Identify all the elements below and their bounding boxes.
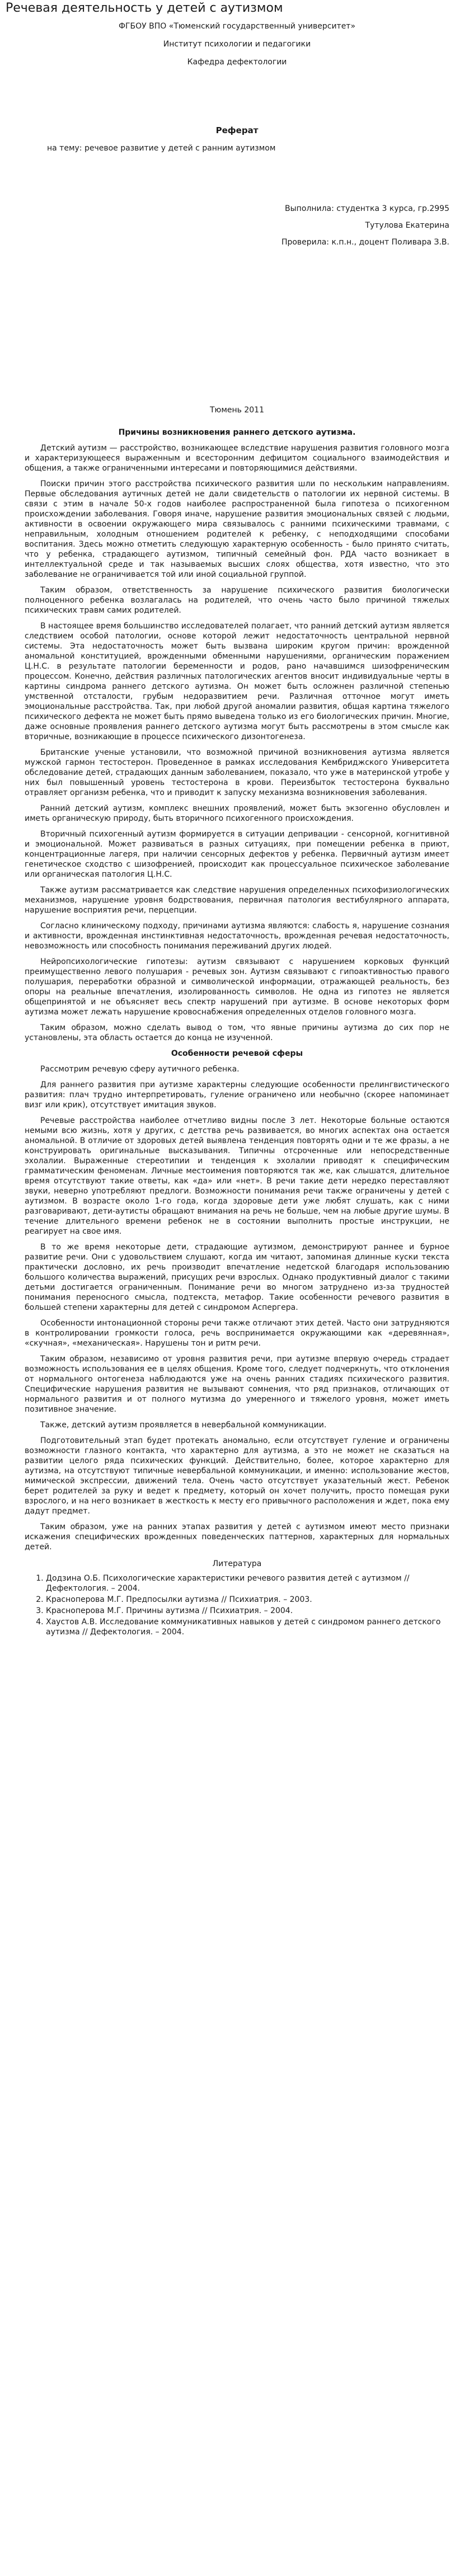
reference-item: 3. Красноперова М.Г. Причины аутизма // Психиатрия. – 2004.	[46, 1606, 449, 1616]
department-name: Кафедра дефектологии	[187, 58, 287, 67]
paragraph: Таким образом, независимо от уровня развития речи, при аутизме впервую очередь страдает возможность использования ее в целях общения. Кроме того, следует подчеркнуть, что отклонения от нормального онтогенеза наблюдаются уже на очень ранних стадиях психического развития. Специфические нарушения развития не вызывают сомнения, что ряд признаков, отличающих от нормального развития и от полного мутизма до умеренного и тяжелого уровня, может иметь позитивное значение.	[25, 1355, 449, 1414]
signature-block	[25, 204, 449, 247]
section-speech	[25, 1080, 449, 1552]
section-causes	[25, 443, 449, 1043]
paragraph: Также, детский аутизм проявляется в невербальной коммуникации.	[40, 1421, 327, 1430]
author-name: Тутулова Екатерина	[365, 221, 449, 230]
university-name: ФГБОУ ВПО «Тюменский государственный университет»	[118, 22, 356, 31]
paragraph: В то же время некоторые дети, страдающие аутизмом, демонстрируют раннее и бурное развитие речи. Они с удовольствием слушают, когда им читают, запоминая длинные куски текста практически дословно, их речь производит впечатление недетской благодаря использованию большого количества выражений, присущих речи взрослых. Однако продуктивный диалог с такими детьми достигается ограниченным. Понимание речи во многом затруднено из-за трудностей понимания переносного смысла, подтекста, метафор. Такие особенности речевого развития в большей степени характерны для детей с синдромом Аспергера.	[25, 1243, 449, 1312]
paragraph: Британские ученые установили, что возможной причиной возникновения аутизма является мужской гармон тестостерон. Проведенное в рамках исследования Кембриджского Университета обследование детей, страдающих данным заболеванием, показало, что уже в материнской утробе у них был повышенный уровень тестостерона в крови. Переизбыток тестостерона буквально отравляет организм ребенка, что и приводит к запуску механизма возникновения заболевания.	[25, 748, 449, 797]
reference-item: 1. Додзина О.Б. Психологические характеристики речевого развития детей с аутизмом // Дефектология. – 2004.	[46, 1573, 449, 1593]
checker-info: Проверила: к.п.н., доцент Поливара З.В.	[281, 238, 449, 247]
paragraph: Ранний детский аутизм, комплекс внешних проявлений, может быть экзогенно обусловлен и иметь органическую природу, быть вторичного психогенного происхождения.	[25, 804, 449, 823]
paragraph: Таким образом, ответственность за нарушение психического развития биологически полноценного ребенка возлагалась на родителей, что очень часто было причиной тяжелых психических травм самих родителей.	[25, 586, 449, 615]
referat-topic: на тему: речевое развитие у детей с ранним аутизмом	[47, 144, 276, 153]
paragraph: Таким образом, уже на ранних этапах развития у детей с аутизмом имеют место признаки искажения специфических врожденных поведенческих паттернов, характерных для нормальных детей.	[25, 1522, 449, 1552]
reference-item: 4. Хаустов А.В. Исследование коммуникативных навыков у детей с синдромом раннего детского аутизма // Дефектология. – 2004.	[46, 1617, 449, 1637]
paragraph: Вторичный психогенный аутизм формируется в ситуации депривации - сенсорной, когнитивной и эмоциональной. Может развиваться в разных ситуациях, при помещении ребенка в приют, концентрационные лагеря, при наличии сенсорных дефектов у ребенка. Первичный аутизм имеет генетическое сходство с шизофренией, происходит как процессуальное психическое заболевание или органическая патология Ц.Н.С.	[25, 830, 449, 879]
reference-item: 2. Красноперова М.Г. Предпосылки аутизма // Психиатрия. – 2003.	[46, 1595, 449, 1605]
author-label: Выполнила: студентка 3 курса, гр.2995	[285, 204, 449, 213]
section-title-speech: Особенности речевой сферы	[171, 1049, 303, 1058]
paragraph: Также аутизм рассматривается как следствие нарушения определенных психофизиологических механизмов, нарушение уровня бодрствования, первичная патология вестибулярного аппарата, нарушение восприятия речи, перцепции.	[25, 886, 449, 915]
paragraph: Поиски причин этого расстройства психического развития шли по нескольким направлениям. Первые обследования аутичных детей не дали свидетельств о патологии их нервной системы. В связи с этим в начале 50-х годов наиболее распространенной была гипотеза о психогенном происхождении заболевания. Говоря иначе, нарушение развития эмоциональных связей с людьми, активности в освоении окружающего мира связывалось с ранними психическими травмами, с неправильным, холодным отношением родителей к ребенку, с неподходящими способами воспитания. Здесь можно отметить следующую характерную особенность - было принято считать, что у ребенка, страдающего аутизмом, типичный семейный фон. РДА часто возникает в интеллектуальной среде и так называемых высших слоях общества, хотя известно, что это заболевание не ограничивается той или иной социальной группой.	[25, 480, 449, 579]
paragraph: Речевые расстройства наиболее отчетливо видны после 3 лет. Некоторые больные остаются немыми всю жизнь, хотя у других, с детства речь развивается, во многих аспектах она остается аномальной. В отличие от здоровых детей выявлена тенденция повторять одни и те же фразы, а не конструировать оригинальные высказывания. Типичны отсроченные или непосредственные эхолалии. Выраженные стереотипии и тенденция к эхолалии приводят к специфическим грамматическим феноменам. Личные местоимения повторяются так же, как слышатся, длительное время отсутствуют такие ответы, как «да» или «нет». В речи такие дети нередко переставляют звуки, неверно употребляют предлоги. Возможности понимания речи также ограничены у детей с аутизмом. В возрасте около 1-го года, когда здоровые дети уже любят слушать, как с ними разговаривают, дети-аутисты обращают внимания на речь не больше, чем на любые другие шумы. В течение длительного времени ребенок не в состоянии выполнить простые инструкции, не реагирует на свое имя.	[25, 1116, 449, 1236]
paragraph: Согласно клиническому подходу, причинами аутизма являются: слабость я, нарушение сознания и активности, врожденная инстинктивная недостаточность, врожденная речевая недостаточность, невозможность или способность понимания переживаний других людей.	[25, 922, 449, 951]
references-title: Литература	[212, 1559, 262, 1568]
paragraph: Детский аутизм — расстройство, возникающее вследствие нарушения развития головного мозга и характеризующееся выраженным и всесторонним дефицитом социального взаимодействия и общения, а также ограниченными интересами и повторяющимися действиями.	[25, 444, 449, 473]
paragraph: Подготовительный этап будет протекать аномально, если отсутствует гуление и ограничены возможности глазного контакта, что характерно для аутизма, а это не может не сказаться на развитии целого ряда психических функций. Действительно, более, которое характерно для аутизма, на отсутствуют типичные невербальной коммуникации, и именно: использование жестов, мимической экспрессии, движений тела. Очень часто отсутствует указательный жест. Ребенок берет родителей за руку и ведет к предмету, который он хочет получить, просто помещая руки взрослого, и на него возникает в жесткость к месту его привычного расположения и ждет, пока ему дадут предмет.	[25, 1436, 449, 1516]
paragraph: Нейропсихологические гипотезы: аутизм связывают с нарушением корковых функций преимущественно левого полушария - речевых зон. Аутизм связывают с гипоактивностью правого полушария, переработки образной и символической информации, отражающей реальность, без опоры на реальные впечатления, изолированность символов. Не одна из гипотез не является общепринятой и не объясняет весь спектр нарушений при аутизме. В основе некоторых форм аутизма может лежать нарушение кровоснабжения определенных отделов головного мозга.	[25, 957, 449, 1017]
references-list	[25, 1573, 449, 1637]
paragraph: Особенности интонационной стороны речи также отличают этих детей. Часто они затрудняются в контролировании громкости голоса, речь воспринимается окружающими как «деревянная», «скучная», «механическая». Нарушены тон и ритм речи.	[25, 1319, 449, 1348]
paragraph: Для раннего развития при аутизме характерны следующие особенности прелингвистического развития: плач трудно интерпретировать, гуление ограничено или необычно (скорее напоминает визг или крик), отсутствует имитация звуков.	[25, 1080, 449, 1110]
page-title: Речевая деятельность у детей с аутизмом	[6, 1, 283, 15]
paragraph: Таким образом, можно сделать вывод о том, что явные причины аутизма до сих пор не установлены, эта область остается до конца не изученной.	[25, 1023, 449, 1042]
section-title-causes: Причины возникновения раннего детского аутизма.	[118, 428, 356, 437]
document-body	[6, 21, 468, 1637]
city-year: Тюмень 2011	[210, 406, 264, 415]
paragraph: В настоящее время большинство исследователей полагает, что ранний детский аутизм является следствием особой патологии, основе которой лежит недостаточность центральной нервной системы. Эта недостаточность может быть вызвана широким кругом причин: врожденной аномальной конституцией, врожденными обменными нарушениями, органическим поражением Ц.Н.С. в результате патологии беременности и родов, рано начавшимся шизофреническим процессом. Конечно, действия различных патологических агентов вносит индивидуальные черты в картины синдрома раннего детского аутизма. Он может быть осложнен различной степенью умственной отсталости, грубым недоразвитием речи. Различная отточное могут иметь эмоциональные расстройства. Так, при любой другой аномалии развития, общая картина тяжелого психического дефекта не может быть прямо выведена только из его биологических причин. Многие, даже основные проявления раннего детского аутизма могут быть рассмотрены в этом смысле как вторичные, возникающие в процессе психического дизонтогенеза.	[25, 622, 449, 741]
section-intro: Рассмотрим речевую сферу аутичного ребенка.	[40, 1065, 240, 1074]
referat-heading: Реферат	[215, 125, 259, 135]
institute-name: Институт психологии и педагогики	[163, 40, 311, 49]
